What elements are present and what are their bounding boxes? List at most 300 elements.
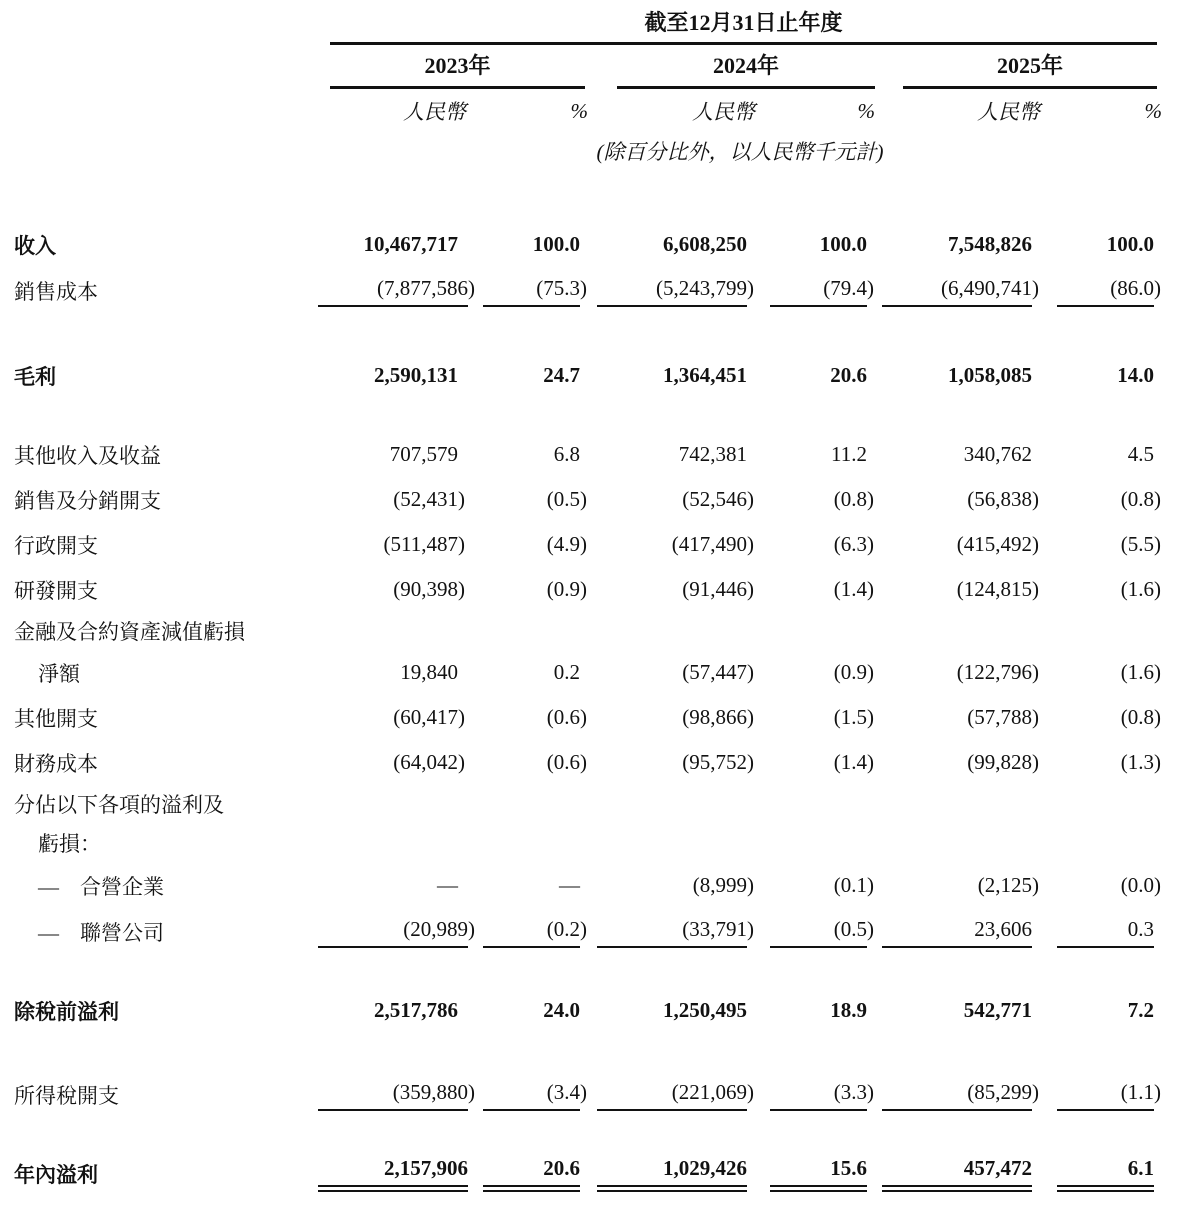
year-label-2025: 2025年 [903, 49, 1157, 89]
value-text: 23,606 [882, 917, 1032, 948]
value-text: 2,517,786 [374, 998, 458, 1022]
value-text: (91,446 [682, 577, 747, 601]
value-cell [318, 785, 466, 823]
value-text: (4.9 [546, 532, 580, 556]
value-text: (1.4 [833, 577, 867, 601]
table-row [0, 353, 1162, 398]
value-cell [755, 222, 875, 267]
value-cell [466, 1149, 588, 1199]
value-cell [755, 522, 875, 567]
value-cell [466, 823, 588, 863]
value-text: (57,788 [967, 705, 1032, 729]
table-row [0, 785, 1162, 823]
value-cell [318, 612, 466, 650]
percent-header-2023: % [570, 98, 588, 123]
value-text: (75.3 [483, 276, 580, 307]
value-cell [318, 477, 466, 522]
value-text: 707,579 [389, 442, 458, 466]
value-text: (64,042 [393, 750, 458, 774]
value-cell [875, 432, 1040, 477]
value-text: 1,058,085 [948, 363, 1032, 387]
value-text: (0.8 [1120, 487, 1155, 511]
value-text: (0.9 [833, 660, 867, 684]
paren-hang: ) [867, 275, 874, 300]
paren-hang: ) [1154, 873, 1162, 897]
table-row [0, 908, 1162, 956]
value-cell [588, 863, 755, 908]
table-row [0, 567, 1162, 612]
paren-hang: ) [747, 487, 754, 511]
paren-hang: ) [468, 916, 475, 941]
value-text: 340,762 [963, 442, 1032, 466]
value-text: (86.0 [1057, 276, 1154, 307]
value-cell [588, 1149, 755, 1199]
value-text: 100.0 [532, 232, 580, 256]
spacer-cell [0, 1119, 1162, 1149]
value-cell [1040, 522, 1162, 567]
value-cell [318, 267, 475, 315]
value-cell [875, 1149, 1040, 1199]
value-text: (99,828 [967, 750, 1032, 774]
table-row [0, 1149, 1162, 1199]
value-text: 20.6 [483, 1156, 580, 1192]
value-text: (79.4 [770, 276, 867, 307]
value-cell [318, 863, 466, 908]
paren-hang: ) [580, 275, 587, 300]
value-cell [588, 567, 755, 612]
value-cell [1040, 353, 1162, 398]
paren-hang: ) [1154, 487, 1162, 511]
value-cell [466, 740, 588, 785]
income-statement-table [0, 6, 1162, 1199]
paren-hang: ) [1032, 705, 1039, 729]
value-text: 0.2 [553, 660, 580, 684]
value-text: 4.5 [1127, 442, 1155, 466]
table-row [0, 988, 1162, 1033]
paren-hang: ) [867, 1079, 874, 1104]
value-cell [588, 650, 755, 695]
value-cell [1040, 988, 1162, 1033]
value-text: 2,157,906 [318, 1156, 468, 1192]
paren-hang: ) [747, 275, 754, 300]
value-cell [588, 432, 755, 477]
paren-hang: ) [1032, 487, 1039, 511]
value-cell [588, 222, 755, 267]
value-text: (3.4 [483, 1080, 580, 1111]
percent-header-2025: % [1144, 98, 1163, 123]
subheader-row [0, 92, 1162, 130]
paren-hang: ) [1154, 1079, 1162, 1104]
paren-hang: ) [1154, 705, 1162, 729]
paren-hang: ) [1032, 532, 1039, 556]
value-text: (6.3 [833, 532, 867, 556]
value-cell [875, 988, 1040, 1033]
row-label: 金融及合約資產減值虧損 [14, 620, 245, 644]
paren-hang: ) [747, 916, 754, 941]
period-header-row [0, 6, 1162, 45]
value-cell [466, 477, 588, 522]
currency-header-2025: 人民幣 [977, 100, 1040, 124]
value-cell [318, 432, 466, 477]
value-text: (359,880 [318, 1080, 468, 1111]
paren-hang: ) [580, 916, 587, 941]
value-cell [466, 988, 588, 1033]
value-text: (415,492 [956, 532, 1032, 556]
year-label-2024: 2024年 [617, 49, 875, 89]
value-cell [755, 267, 875, 315]
value-text: (20,989 [318, 917, 468, 948]
value-cell [588, 823, 755, 863]
spacer-cell [0, 398, 1162, 432]
spacer-cell [0, 45, 318, 92]
spacer-cell [0, 315, 1162, 353]
value-cell [588, 353, 755, 398]
value-cell [466, 695, 588, 740]
paren-hang: ) [1154, 532, 1162, 556]
value-text: 7.2 [1127, 998, 1155, 1022]
period-header-cell [318, 6, 1162, 45]
paren-hang: ) [1154, 275, 1162, 300]
paren-hang: ) [747, 532, 754, 556]
year-group-2025 [875, 45, 1162, 92]
row-label: 虧損： [38, 832, 101, 856]
value-cell [1040, 740, 1162, 785]
value-cell [875, 612, 1040, 650]
paren-hang: ) [468, 1079, 475, 1104]
value-text: 2,590,131 [374, 363, 458, 387]
value-cell [318, 823, 466, 863]
value-text: (2,125 [977, 873, 1032, 897]
value-cell [875, 823, 1040, 863]
table-row [0, 222, 1162, 267]
value-cell [466, 785, 588, 823]
value-cell [318, 522, 466, 567]
paren-hang: ) [1032, 577, 1039, 601]
value-cell [875, 522, 1040, 567]
value-cell [318, 695, 466, 740]
paren-hang: ) [468, 275, 475, 300]
value-text: (0.5 [546, 487, 580, 511]
value-text: 24.0 [543, 998, 580, 1022]
currency-header-2023: 人民幣 [403, 100, 466, 124]
spacer-row [0, 956, 1162, 988]
value-cell [875, 267, 1040, 315]
value-text: (1.6 [1120, 577, 1155, 601]
value-cell [466, 612, 588, 650]
paren-hang: ) [458, 705, 465, 729]
percent-header-2024: % [857, 98, 875, 123]
value-text: — [559, 873, 580, 897]
value-cell [755, 740, 875, 785]
table-row [0, 823, 1162, 863]
value-text: (52,546 [682, 487, 747, 511]
value-cell [466, 222, 588, 267]
value-cell [588, 695, 755, 740]
value-text: (3.3 [770, 1080, 867, 1111]
row-label: 所得稅開支 [14, 1084, 119, 1108]
value-text: (5,243,799 [597, 276, 747, 307]
table-row [0, 432, 1162, 477]
value-cell [875, 1071, 1040, 1119]
value-cell [466, 863, 588, 908]
value-text: (85,299 [882, 1080, 1032, 1111]
paren-hang: ) [867, 487, 874, 511]
value-cell [318, 740, 466, 785]
row-label: 除稅前溢利 [14, 999, 119, 1024]
row-label: 銷售成本 [14, 280, 98, 304]
value-cell [1040, 695, 1162, 740]
paren-hang: ) [580, 577, 587, 601]
value-cell [1040, 222, 1162, 267]
value-text: 14.0 [1117, 363, 1155, 387]
value-text: — [437, 873, 458, 897]
value-text: (8,999 [692, 873, 747, 897]
spacer-cell [0, 956, 1162, 988]
row-label: 分佔以下各項的溢利及 [14, 793, 224, 817]
value-cell [1040, 432, 1162, 477]
value-cell [466, 267, 588, 315]
value-cell [875, 740, 1040, 785]
row-label: 研發開支 [14, 578, 98, 603]
spacer-cell [0, 130, 318, 172]
paren-hang: ) [1154, 660, 1162, 684]
row-label: 行政開支 [14, 533, 98, 558]
value-text: 1,029,426 [597, 1156, 747, 1192]
value-text: (0.6 [546, 705, 580, 729]
row-label: — 聯營公司 [38, 921, 164, 945]
value-cell [318, 567, 466, 612]
paren-hang: ) [747, 750, 754, 774]
value-text: (0.8 [833, 487, 867, 511]
value-text: 6.1 [1057, 1156, 1154, 1192]
value-cell [318, 222, 466, 267]
paren-hang: ) [867, 873, 874, 897]
row-label: 收入 [14, 233, 56, 258]
value-text: (1.4 [833, 750, 867, 774]
value-text: (1.1 [1057, 1080, 1154, 1111]
value-text: (0.6 [546, 750, 580, 774]
value-text: (6,490,741 [882, 276, 1032, 307]
row-label: 財務成本 [14, 751, 98, 776]
value-cell [588, 988, 755, 1033]
value-text: 100.0 [1106, 232, 1155, 256]
value-cell [755, 1149, 875, 1199]
value-text: (0.2 [483, 917, 580, 948]
row-label: 淨額 [38, 661, 80, 686]
value-cell [875, 222, 1040, 267]
value-cell [466, 650, 588, 695]
table-row [0, 522, 1162, 567]
value-cell [1040, 267, 1162, 315]
value-cell [755, 1071, 875, 1119]
value-cell [588, 908, 755, 956]
value-text: 18.9 [830, 998, 867, 1022]
value-text: (52,431 [393, 487, 458, 511]
year-label-2023: 2023年 [330, 49, 585, 89]
paren-hang: ) [580, 532, 587, 556]
value-text: (0.8 [1120, 705, 1155, 729]
value-cell [466, 1071, 588, 1119]
paren-hang: ) [867, 660, 874, 684]
value-text: 742,381 [678, 442, 747, 466]
spacer-cell [0, 6, 318, 45]
value-cell [1040, 612, 1162, 650]
value-cell [755, 695, 875, 740]
value-text: 457,472 [882, 1156, 1032, 1192]
spacer-cell [0, 1033, 1162, 1071]
paren-hang: ) [580, 1079, 587, 1104]
value-cell [755, 353, 875, 398]
paren-hang: ) [747, 873, 754, 897]
table-row [0, 650, 1162, 695]
value-text: 1,364,451 [663, 363, 747, 387]
value-cell [588, 612, 755, 650]
paren-hang: ) [458, 577, 465, 601]
paren-hang: ) [1154, 750, 1162, 774]
value-cell [466, 353, 588, 398]
value-cell [318, 1149, 466, 1199]
value-cell [875, 785, 1040, 823]
paren-hang: ) [867, 705, 874, 729]
paren-hang: ) [867, 916, 874, 941]
year-group-2023 [318, 45, 588, 92]
value-text: (7,877,586 [318, 276, 468, 307]
paren-hang: ) [580, 705, 587, 729]
spacer-row [0, 1033, 1162, 1071]
value-text: (0.0 [1120, 873, 1155, 897]
value-text: 19,840 [400, 660, 458, 684]
row-label: 年內溢利 [14, 1163, 98, 1187]
value-cell [875, 695, 1040, 740]
value-cell [588, 740, 755, 785]
value-cell [318, 650, 466, 695]
spacer-cell [0, 172, 1162, 222]
table-row [0, 740, 1162, 785]
paren-hang: ) [867, 750, 874, 774]
table-row [0, 267, 1162, 315]
paren-hang: ) [458, 532, 465, 556]
value-cell [755, 567, 875, 612]
paren-hang: ) [867, 532, 874, 556]
value-text: (1.5 [833, 705, 867, 729]
value-cell [875, 863, 1040, 908]
unit-note: (除百分比外，以人民幣千元計) [596, 140, 884, 164]
value-cell [318, 908, 475, 956]
value-text: (0.1 [833, 873, 867, 897]
paren-hang: ) [458, 487, 465, 511]
value-cell [466, 567, 588, 612]
value-cell [1040, 567, 1162, 612]
paren-hang: ) [1032, 873, 1039, 897]
value-text: 100.0 [819, 232, 867, 256]
table-row [0, 477, 1162, 522]
value-text: 542,771 [963, 998, 1032, 1022]
value-cell [875, 477, 1040, 522]
value-text: (60,417 [393, 705, 458, 729]
value-cell [588, 477, 755, 522]
value-cell [588, 785, 755, 823]
value-cell [466, 522, 588, 567]
value-text: (95,752 [682, 750, 747, 774]
value-cell [1040, 823, 1162, 863]
value-text: (98,866 [682, 705, 747, 729]
value-text: (1.6 [1120, 660, 1155, 684]
value-text: (1.3 [1120, 750, 1155, 774]
spacer-cell [0, 92, 318, 130]
value-cell [875, 567, 1040, 612]
value-cell [318, 988, 466, 1033]
value-text: (124,815 [956, 577, 1032, 601]
value-cell [318, 1071, 475, 1119]
paren-hang: ) [580, 487, 587, 511]
paren-hang: ) [458, 750, 465, 774]
value-cell [318, 353, 466, 398]
value-cell [755, 432, 875, 477]
paren-hang: ) [1032, 750, 1039, 774]
unit-note-row [0, 130, 1162, 172]
table-row [0, 695, 1162, 740]
spacer-row [0, 315, 1162, 353]
value-cell [1040, 863, 1162, 908]
value-cell [755, 908, 875, 956]
value-text: 0.3 [1057, 917, 1154, 948]
value-cell [1040, 785, 1162, 823]
value-text: (221,069 [597, 1080, 747, 1111]
period-header: 截至12月31日止年度 [330, 6, 1157, 45]
value-cell [1040, 908, 1162, 956]
paren-hang: ) [1032, 660, 1039, 684]
value-text: 20.6 [830, 363, 867, 387]
spacer-row [0, 172, 1162, 222]
value-cell [755, 785, 875, 823]
value-text: 11.2 [831, 442, 867, 466]
paren-hang: ) [747, 1079, 754, 1104]
value-text: 7,548,826 [948, 232, 1032, 256]
row-label: — 合營企業 [38, 874, 164, 899]
row-label: 其他收入及收益 [14, 443, 161, 468]
paren-hang: ) [747, 577, 754, 601]
value-cell [875, 353, 1040, 398]
value-cell [466, 908, 588, 956]
value-cell [1040, 1149, 1162, 1199]
value-text: (5.5 [1120, 532, 1155, 556]
value-text: (0.9 [546, 577, 580, 601]
value-cell [588, 267, 755, 315]
spacer-row [0, 1119, 1162, 1149]
value-cell [588, 1071, 755, 1119]
value-text: 6.8 [553, 442, 580, 466]
value-text: (0.5 [770, 917, 867, 948]
value-text: (56,838 [967, 487, 1032, 511]
table-row [0, 612, 1162, 650]
value-cell [875, 650, 1040, 695]
value-text: (122,796 [956, 660, 1032, 684]
table-row [0, 1071, 1162, 1119]
paren-hang: ) [1154, 577, 1162, 601]
value-cell [755, 988, 875, 1033]
paren-hang: ) [1032, 275, 1039, 300]
value-text: 6,608,250 [663, 232, 747, 256]
spacer-row [0, 398, 1162, 432]
value-cell [755, 863, 875, 908]
value-text: (90,398 [393, 577, 458, 601]
value-text: 1,250,495 [663, 998, 747, 1022]
table-row [0, 863, 1162, 908]
value-cell [875, 908, 1040, 956]
value-cell [755, 823, 875, 863]
table-header [0, 6, 1162, 172]
currency-header-2024: 人民幣 [692, 100, 755, 124]
